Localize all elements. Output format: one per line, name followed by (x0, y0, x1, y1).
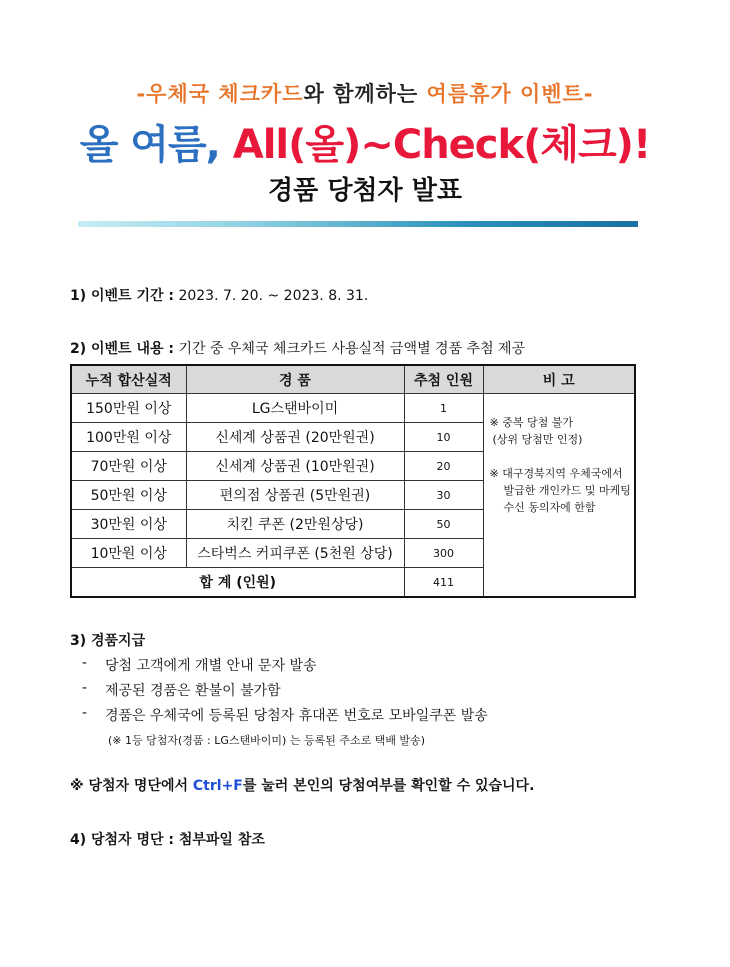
event-period-value: 2023. 7. 20. ~ 2023. 8. 31. (178, 288, 369, 304)
notice-shortcut: Ctrl+F (192, 778, 243, 794)
header-prize: 경 품 (186, 365, 404, 394)
count-cell: 20 (404, 452, 483, 481)
note-line: (상위 당첨만 인정) (492, 433, 583, 446)
list-bullet: - (82, 680, 88, 696)
table-header-row (71, 365, 635, 394)
note-line: 수신 동의자에 한함 (503, 501, 596, 514)
table-row (71, 394, 635, 423)
list-item (82, 655, 317, 674)
event-content-value: 기간 중 우체국 체크카드 사용실적 금액별 경품 추첨 제공 (178, 341, 526, 357)
count-cell: 300 (404, 539, 483, 568)
section-event-content (70, 338, 525, 358)
section-prize-delivery (70, 630, 145, 650)
event-content-label: 2) 이벤트 내용 : (70, 341, 174, 357)
count-cell: 50 (404, 510, 483, 539)
tier-cell: 50만원 이상 (71, 481, 186, 510)
event-period-label: 1) 이벤트 기간 : (70, 288, 174, 304)
list-bullet: - (82, 655, 88, 671)
notes-cell (483, 394, 635, 598)
note-line: 발급한 개인카드 및 마케팅 (503, 484, 631, 497)
tier-cell: 100만원 이상 (71, 423, 186, 452)
subtitle-event-name: 여름휴가 이벤트- (426, 82, 594, 106)
prize-cell: 스타벅스 커피쿠폰 (5천원 상당) (186, 539, 404, 568)
tier-cell: 70만원 이상 (71, 452, 186, 481)
total-label: 합 계 (인원) (71, 568, 404, 598)
notice-suffix: 를 눌러 본인의 당첨여부를 확인할 수 있습니다. (242, 778, 535, 794)
list-item (82, 705, 488, 724)
header-notes: 비 고 (483, 365, 635, 394)
page-headline: 경품 당첨자 발표 (268, 176, 462, 206)
header-divider (78, 221, 638, 227)
list-item-text: 당첨 고객에게 개별 안내 문자 발송 (105, 658, 317, 674)
list-item-text: 경품은 우체국에 등록된 당첨자 휴대폰 번호로 모바일쿠폰 발송 (105, 708, 488, 724)
list-item-text: 제공된 경품은 환불이 불가함 (105, 683, 281, 699)
count-cell: 10 (404, 423, 483, 452)
tier-cell: 10만원 이상 (71, 539, 186, 568)
note-line: ※ 대구경북지역 우체국에서 (489, 467, 623, 480)
main-title (0, 113, 730, 170)
main-title-part1: 올 여름, (79, 122, 233, 168)
notice-prefix: ※ 당첨자 명단에서 (70, 778, 193, 794)
list-item (82, 680, 281, 699)
main-title-part2: All(올)~Check(체크)! (232, 122, 651, 168)
total-count: 411 (404, 568, 483, 598)
tier-cell: 150만원 이상 (71, 394, 186, 423)
subtitle-card-name: -우체국 체크카드 (136, 82, 304, 106)
delivery-footnote: (※ 1등 당첨자(경품 : LG스탠바이미) 는 등록된 주소로 택배 발송) (108, 734, 425, 747)
prize-table (70, 364, 636, 598)
header-count: 추첨 인원 (404, 365, 483, 394)
count-cell: 1 (404, 394, 483, 423)
prize-cell: 치킨 쿠폰 (2만원상당) (186, 510, 404, 539)
count-cell: 30 (404, 481, 483, 510)
note-line: ※ 중복 당첨 불가 (489, 416, 573, 429)
subtitle-middle: 와 함께하는 (303, 82, 427, 106)
section-event-period (70, 285, 368, 305)
section-winner-list: 4) 당첨자 명단 : 첨부파일 참조 (70, 832, 265, 848)
prize-cell: LG스탠바이미 (186, 394, 404, 423)
event-subtitle (0, 78, 730, 108)
winner-search-notice (70, 775, 534, 795)
prize-cell: 신세계 상품권 (20만원권) (186, 423, 404, 452)
prize-cell: 신세계 상품권 (10만원권) (186, 452, 404, 481)
tier-cell: 30만원 이상 (71, 510, 186, 539)
header-tier: 누적 합산실적 (71, 365, 186, 394)
prize-delivery-label: 3) 경품지급 (70, 633, 146, 649)
prize-cell: 편의점 상품권 (5만원권) (186, 481, 404, 510)
list-bullet: - (82, 705, 88, 721)
